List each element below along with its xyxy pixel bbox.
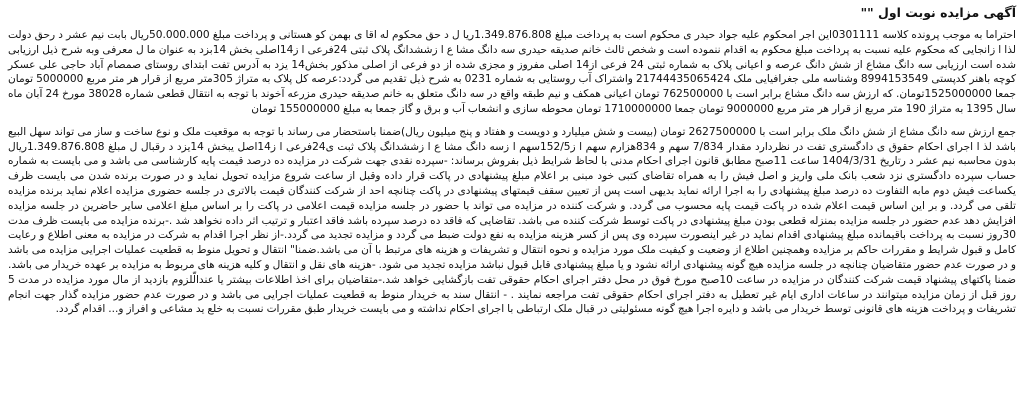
notice-paragraph-case-details: احتراما به موجب پرونده کلاسه 0301111این اجر امحکوم علیه جواد حیدر ی محکوم است به پرداخت مبلغ 1.349.876.808ریا ل د حق محکوم له اقا ی بهمن کو هستانی و پرداخت مبلغ 50.000.000ریال بابت نیم عشر د رحق دولت لذا ا زانجایی که محکوم علیه نسبت به پرداخت مبلغ محکوم به اقدام ننموده است و شخص ثالث خانم صدیقه حیدری سه دانگ مشا ع ا زششدانگ پلاک ثبتی 24فرعی ا ز14اصلی بخش 14بزد به عنوان ما ل معرفی وبه شرح ذیل ارزیابی شده است ارزیابی سه دانگ مشاع از شش دانگ عرصه و اعیانی پلاک به شماره ثبتی 24 فرعی از14 اصلی مفروز و مجزی شده از دو فرعی از اصلی مذکور بخش14 یزد به آدرس تفت ابتدای روستای صمصام آباد حاجی علی عسکر کوچه باهنر کدپستی 8994153549 وشناسه ملی جغرافیایی ملک 21744435065424 واشتراک آب روستایی به شماره 0231 به شرح ذیل تقدیم می گردد:عرصه کل پلاک به متراژ 305متر مربع از قرار هر متر مربع 5000000 تومان جمعا 1525000000تومان. که ارزش سه دانگ مشاع برابر است با 762500000 تومان اعیانی همکف و نیم طبقه واقع در سه دانگ متعلق به خانم صدیقه حیدری مزرعه آخوند با توجه به انتقال قطعی شماره 38028 مورخ 24 آبان ماه سال 1395 به متراژ 190 متر مربع از قرار هر متر مربع 9000000 تومان جمعا 1710000000 تومان محوطه سازی و انشعاب آب و برق و گاز جمعا به مبلغ 155000000 تومان — [8, 29, 1016, 115]
notice-title: آگهی مزایده نوبت اول "" — [860, 5, 1016, 20]
notice-paragraph-auction-terms: جمع ارزش سه دانگ مشاع از شش دانگ ملک برابر است با 2627500000 تومان (بیست و شش میلیارد و دویست و هفتاد و پنج میلیون ریال)ضمنا باستحضار می رساند با توجه به موقعیت ملک و نوع ساخت و ساز می تواند سهل البیع باشد لذ ا اجرای احکام حقوق ی دادگستری تفت در نظردارد مقدار 7/834 سهم و 834هزارم سهم ا ز152/5سهم ا زسه دانگ مشا ع ا زششدانگ پلاک ثبت ی24فرعی ا ز14اصل یبخش 14یزد د رقبال ل مبلغ 1.349.876.808ریال بدون محاسبه نیم عشر د رتاریخ 1404/3/31 ساعت 11صبح مطابق قانون اجرای احکام مدنی با لحاظ شرایط ذیل بفروش برساند: -سپرده نقدی جهت شرکت در مزایده ده درصد قیمت پایه کارشناسی می باشد و می بایست به شماره حساب سپرده دادگستری نزد شعب بانک ملی واریز و اصل فیش را به همراه تقاضای کتبی خود مبنی بر اعلام مبلغ پیشنهادی در پاکت قرار داده وقبل از ساعت شروع مزایده تحویل نماید و در صورت برنده شدن می بایست ظرف یکساعت فیش دوم مابه التفاوت ده درصد مبلغ پیشنهادی را به اجرا ارائه نماید بدیهی است پس از تعیین سقف قیمتهای پیشنهادی در پاکت چنانچه احد از شرکت کنندگان قیمت بالاتری در جلسه حضوری مزایده اعلام نماید برنده مزایده تلقی می گردد. و بر این اساس قیمت اعلام شده در پاکت قیمت پایه محسوب می گردد. و شرکت کننده در مزایده می تواند با حضور در جلسه مزایده قیمت اعلامی در پاکت را بر اساس مبلغ اعلامی سایر حاضرین در جلسه مزایده افزایش دهد عدم حضور در جلسه مزایده بمنزله قطعی بودن مبلغ پیشنهادی در پاکت توسط شرکت کننده می باشد. تقاضایی که فاقد ده درصد سپرده باشد فاقد اعتبار و ترتیب اثر داده نخواهد شد .-برنده مزایده می بایست ظرف مدت 30روز نسبت به پرداخت باقیمانده مبلغ پیشنهادی اقدام نماید در غیر اینصورت سپرده وی پس از کسر هزینه مزایده به نفع دولت ضبط می گردد و مزایده تجدید می گردد.-از نظر اجرا اقدام به شرکت در مزایده به معنی اطلاع و رعایت کامل و قبول شرایط و مقررات حاکم بر مزایده وهمچنین اطلاع از وضعیت و کیفیت ملک مورد مزایده و نحوه انتقال و تشریفات و هزینه های مرتبط با آن می باشد.ضمنا" انتقال و تحویل منوط به قطعیت عملیات اجرایی مزایده می باشد و در صورت عدم حضور متقاضیان چنانچه در جلسه مزایده هیچ گونه پیشنهادی ارائه نشود و یا مبلغ پیشنهادی قابل قبول نباشد مزایده تجدید می شود. -هزینه های نقل و انتقال و کلیه هزینه های مربوط به مزایده بر عهده خریدار می باشد. ضمنا پاکتهای پیشنهاد قیمت شرکت کنندگان در مزایده در ساعت 10صبح مورخ فوق در محل دفتر اجرای احکام حقوقی تفت بازگشایی خواهد شد.-متقاضیان برای اخذ اطلاعات بیشتر یا عندالّلزوم بازدید از مال مورد مزایده در مدت 5 روز قبل از زمان مزایده میتوانند در ساعات اداری ایام غیر تعطیل به دفتر اجرای احکام حقوقی تفت مراجعه نمایند . - انتقال سند به خریدار منوط به قطعیت عملیات اجرایی می باشد و در صورت عدم حضور مزایده گذار جهت انجام تشریفات و پرداخت هزینه های قانونی توسط خریدار می باشد و دایره اجرا هیچ گونه مسئولیتی در قبال ملک ارتباطی با اجرای احکام نداشته و می بایست خریدار طبق مقررات نسبت به خلع ید مشاعی و افراز و... اقدام گردد. — [8, 125, 1016, 316]
